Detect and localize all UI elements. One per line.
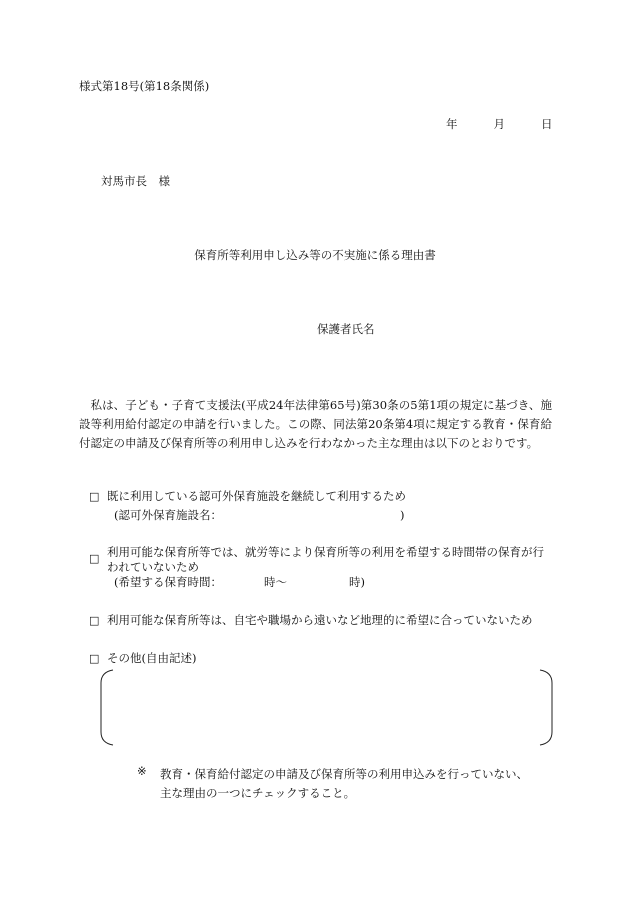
note-line-1: 教育・保育給付認定の申請及び保育所等の利用申込みを行っていない、 bbox=[160, 767, 528, 781]
option-1-facility-name-field bbox=[114, 509, 405, 523]
option-3-label: 利用可能な保育所等は、自宅や職場から遠いなど地理的に希望に合っていないため bbox=[107, 613, 533, 627]
note-text bbox=[160, 765, 560, 803]
option-1-label: 既に利用している認可外保育施設を継続して利用するため bbox=[107, 489, 406, 503]
statement-paragraph: 私は、子ども・子育て支援法(平成24年法律第65号)第30条の5第1項の規定に基づき、施設等利用給付認定の申請を行いました。この際、同法第20条第4項に規定する教育・保育給付認定の申請及び保育所等の利用申し込みを行わなかった主な理由は以下のとおりです。 bbox=[79, 398, 552, 450]
date-line bbox=[446, 118, 553, 132]
option-2-sub-suffix: 時) bbox=[349, 575, 365, 589]
addressee: 対馬市長 様 bbox=[101, 174, 170, 188]
free-text-bracket-area[interactable] bbox=[99, 669, 554, 746]
note-line-2: 主な理由の一つにチェックすること。 bbox=[160, 786, 356, 800]
note-mark: ※ bbox=[137, 764, 147, 778]
date-year: 年 bbox=[446, 117, 458, 131]
option-1-sub-suffix: ) bbox=[400, 508, 405, 522]
option-4-label: その他(自由記述) bbox=[107, 651, 197, 665]
option-1-checkbox[interactable]: □ bbox=[89, 490, 100, 503]
date-month: 月 bbox=[493, 117, 505, 131]
option-1-sub-prefix: (認可外保育施設名： bbox=[114, 508, 222, 522]
date-day: 日 bbox=[541, 117, 553, 131]
option-2-hours-field bbox=[114, 576, 365, 590]
form-number: 様式第18号(第18条関係) bbox=[79, 79, 210, 93]
guardian-name-label: 保護者氏名 bbox=[317, 322, 375, 336]
right-bracket bbox=[540, 670, 552, 745]
option-2-label: 利用可能な保育所等では、就労等により保育所等の利用を希望する時間帯の保育が行われていないため bbox=[107, 545, 544, 574]
option-2-sub-prefix: (希望する保育時間： bbox=[114, 575, 222, 589]
option-2-checkbox[interactable]: □ bbox=[89, 552, 100, 565]
document-title: 保育所等利用申し込み等の不実施に係る理由書 bbox=[194, 248, 436, 262]
left-bracket bbox=[101, 670, 113, 745]
option-2-sub-mid: 時～ bbox=[264, 575, 287, 589]
option-3-checkbox[interactable]: □ bbox=[89, 614, 100, 627]
option-4-checkbox[interactable]: □ bbox=[89, 652, 100, 665]
